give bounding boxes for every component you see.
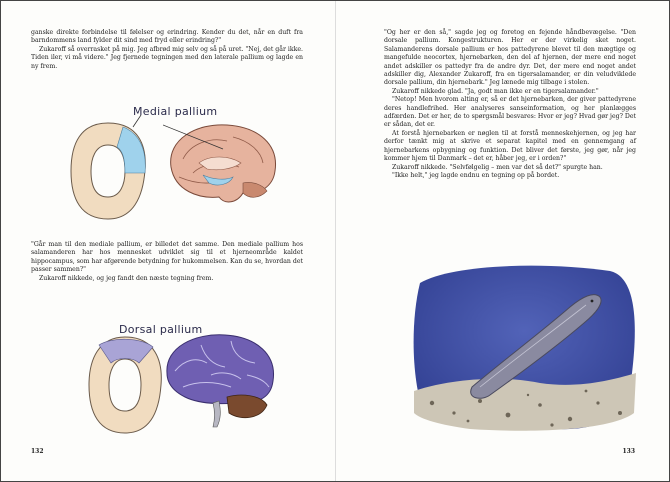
paragraph: Zukaroff nikkede. "Selvfølgelig – men var det så det?" spurgte han.: [392, 163, 603, 171]
salamander-pallium-dorsal-illustration: [83, 331, 167, 439]
left-text-top: [31, 29, 303, 71]
page-number-left: 132: [31, 448, 44, 455]
dorsal-pallium-label: Dorsal pallium: [119, 323, 203, 336]
paragraph: Zukaroff så overrasket på mig. Jeg afbrød mig selv og så på uret. "Nej, det går ikke. Tiden iler, vi må videre." Jeg fjernede tegningen med den laterale pallium og lagde en ny frem.: [31, 45, 303, 70]
brain-lateral-dorsal-illustration: [161, 331, 281, 429]
paragraph: Zukaroff nikkede, og jeg fandt den næste tegning frem.: [39, 274, 214, 282]
page-number-right: 133: [622, 448, 635, 455]
right-page: [336, 1, 669, 481]
paragraph: "Netop! Men hvorom alting er, så er det hjernebarken, der giver pattedyrene deres handlefrihed. Her analyseres sanseinformation, og her planlægges adfærden. Det er her, de to spørgsmål besvares: Hvor er jeg? Hvad gør jeg? Det er sådan, det er.: [384, 96, 636, 129]
medial-pallium-label: Medial pallium: [133, 105, 218, 118]
right-text: [384, 29, 636, 180]
paragraph: "Går man til den mediale pallium, er billedet det samme. Den mediale pallium hos salamanderen har hos mennesket udviklet sig til et hjerneområde kaldet hippocampus, som har afgørende betydning for hukommelsen. Kan du se, hvordan det passer sammen?": [31, 241, 303, 274]
left-text-middle: [31, 241, 303, 283]
underwater-creature-illustration: [410, 263, 638, 431]
paragraph: "Og her er den så," sagde jeg og foretog en fejende håndbevægelse. "Den dorsale pallium. Kongestrukturen. Her er der virkelig sket noget. Salamanderens dorsale pallium er hos pattedyrene blevet til den mægtige og mangefulde neocortex, hjernebarken, den del af hjernen, der mere end noget andet adskiller os pattedyr fra de andre dyr. Det, der mere end noget andet adskiller dig, Alexander Zukaroff, fra en tigersalamander, er din veludviklede dorsale pallium, din hjernebark." Jeg lænede mig tilbage i stolen.: [384, 29, 636, 87]
paragraph: Zukaroff nikkede glad. "Ja, godt man ikke er en tigersalamander.": [392, 87, 599, 95]
left-page: [1, 1, 335, 481]
paragraph: "Ikke helt," jeg lagde endnu en tegning op på bordet.: [392, 171, 560, 179]
salamander-pallium-medial-illustration: [63, 115, 153, 225]
paragraph: At forstå hjernebarken er nøglen til at forstå menneskehjernen, og jeg har derfor tænkt mig at skrive et separat kapitel med en gennemgang af hjernebarkens opbygning og funktion. Det bliver det første, jeg gør, når jeg kommer hjem til Danmark – det er, håber jeg, er i orden?": [384, 129, 636, 163]
brain-medial-section-illustration: [163, 119, 281, 207]
paragraph: ganske direkte forbindelse til følelser og erindring. Kender du det, når en duft fra barndommens land fylder dit sind med fryd eller erindring?": [31, 29, 303, 45]
